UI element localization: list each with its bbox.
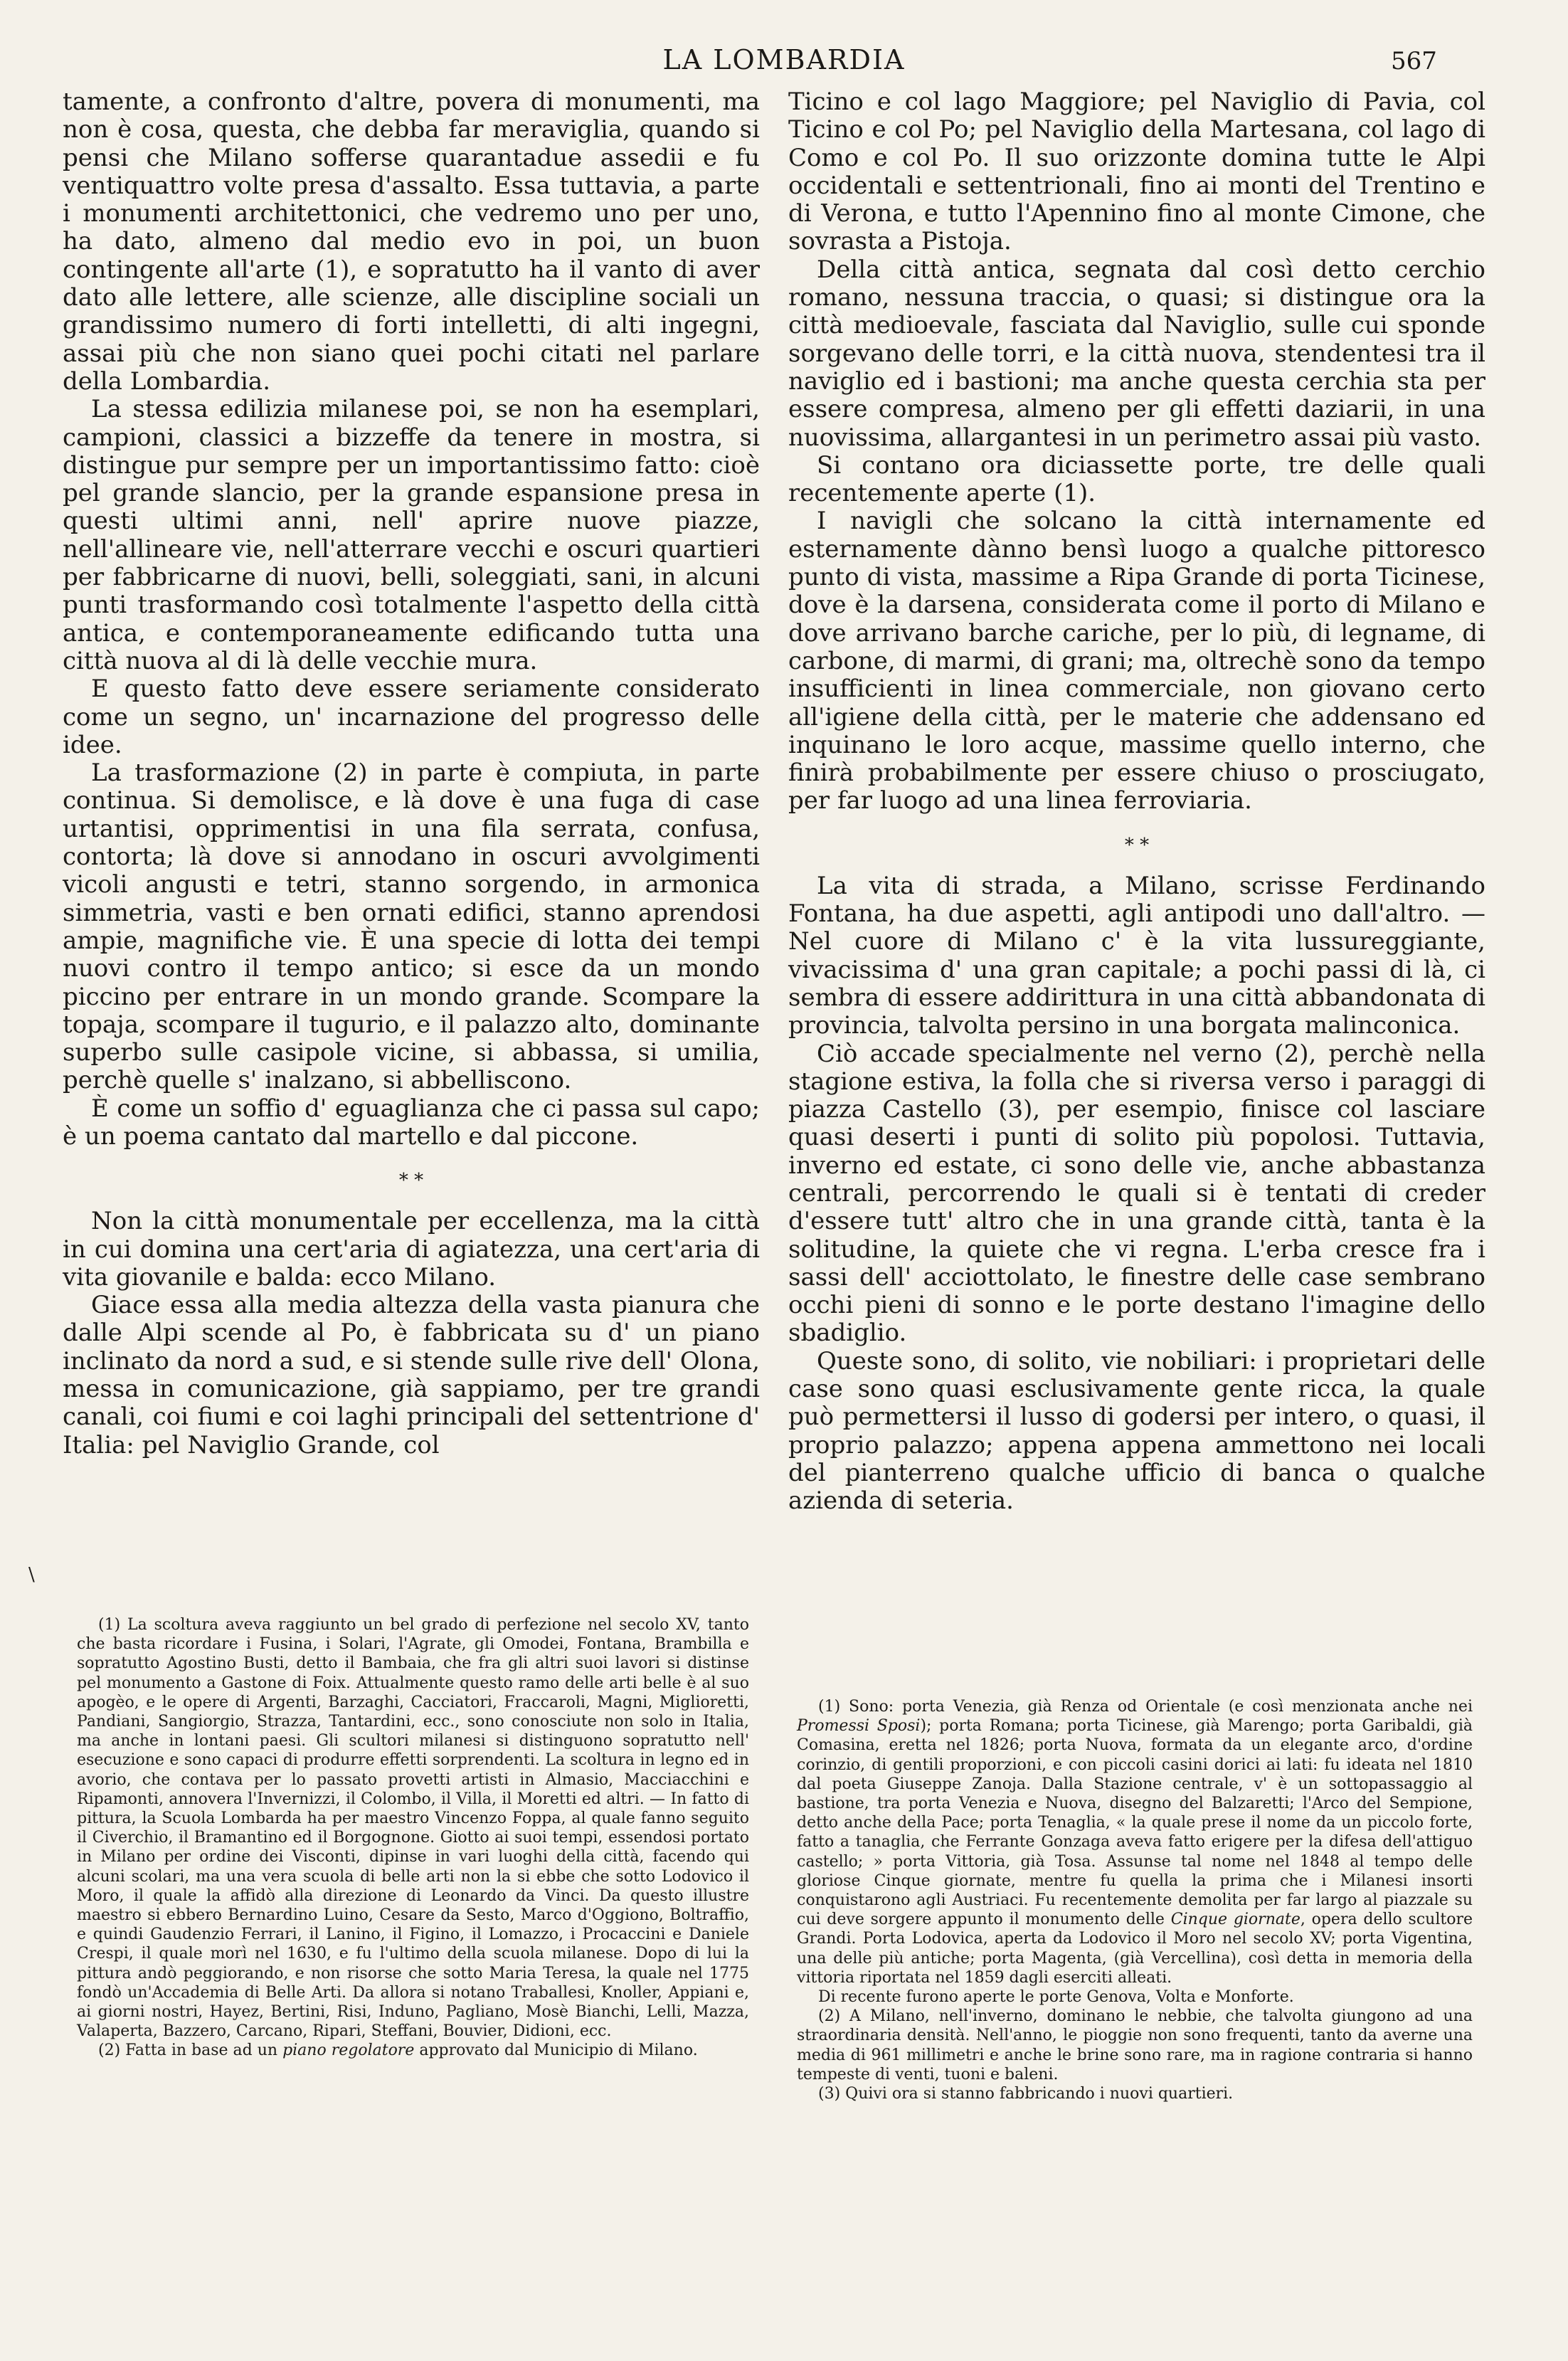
paragraph: La stessa edilizia milanese poi, se non ha esemplari, campioni, classici a bizzeffe da tenere in mostra, si distingue pur sempre per un importantissimo fatto: cioè pel grande slancio, per la grande espansione presa in questi ultimi anni, nell' aprire nuove piazze, nell'allineare vie, nell'atterrare vecchi e oscuri quartieri per fabbricarne di nuovi, belli, soleggiati, sani, in alcuni punti trasformando così totalmente l'aspetto della città antica, e contemporaneamente edificando tutta una città nuova al di là delle vecchie mura.: [63, 395, 760, 675]
paragraph: I navigli che solcano la città internamente ed esternamente dànno bensì luogo a qualche pittoresco punto di vista, massime a Ripa Grande di porta Ticinese, dove è la darsena, considerata come il porto di Milano e dove arrivano barche cariche, per lo più, di legname, di carbone, di marmi, di grani; ma, oltrechè sono da tempo insufficienti in linea commerciale, non giovano certo all'igiene della città, per le materie che addensano ed inquinano le loro acque, massime quello interno, che finirà probabilmente per essere chiuso o prosciugato, per far luogo ad una linea ferroviaria.: [788, 507, 1485, 815]
left-column: [63, 88, 760, 1459]
running-header-title: LA LOMBARDIA: [662, 44, 906, 75]
paragraph: E questo fatto deve essere seriamente considerato come un segno, un' incarnazione del progresso delle idee.: [63, 675, 760, 759]
paragraph: Ticino e col lago Maggiore; pel Naviglio di Pavia, col Ticino e col Po; pel Naviglio della Martesana, col lago di Como e col Po. Il suo orizzonte domina tutte le Alpi occidentali e settentrionali, fino ai monti del Trentino e di Verona, e tutto l'Apennino fino al monte Cimone, che sovrasta a Pistoja.: [788, 88, 1485, 256]
footnote: [797, 1697, 1473, 1987]
footnote-italic: piano regolatore: [282, 2042, 415, 2060]
footnote-text: (1) Sono: porta Venezia, già Renza od Orientale (e così menzionata anche nei: [818, 1698, 1473, 1716]
footnote: Di recente furono aperte le porte Genova, Volta e Monforte.: [818, 1988, 1294, 2007]
paragraph: Si contano ora diciassette porte, tre delle quali recentemente aperte (1).: [788, 450, 1485, 508]
footnote: (1) La scoltura aveva raggiunto un bel grado di perfezione nel secolo XV, tanto che basta ricordare i Fusina, i Solari, l'Agrate, gli Omodei, Fontana, Brambilla e sopratutto Agostino Busti, detto il Bambaia, che fra gli altri suoi lavori si distinse pel monumento a Gastone di Foix. Attualmente questo ramo delle arti belle è al suo apogèo, e le opere di Argenti, Barzaghi, Cacciatori, Fraccaroli, Magni, Miglioretti, Pandiani, Sangiorgio, Strazza, Tantardini, ecc., sono conosciute non solo in Italia, ma anche in lontani paesi. Gli scultori milanesi si distinguono sopratutto nell' esecuzione e sono capaci di produrre effetti sorprendenti. La scoltura in legno ed in avorio, che contava per lo passato provetti artisti in Almasio, Macciacchini e Ripamonti, annovera l'Invernizzi, il Colombo, il Villa, il Moretti ed altri. — In fatto di pittura, la Scuola Lombarda ha per maestro Vincenzo Foppa, al quale fanno seguito il Civerchio, il Bramantino ed il Borgognone. Giotto ai suoi tempi, essendosi portato in Milano per ordine dei Visconti, dipinse in vari luoghi della città, facendo qui alcuni scolari, ma una vera scuola di belle arti non la si ebbe che sotto Lodovico il Moro, il quale la affidò alla direzione di Leonardo da Vinci. Da questo illustre maestro si ebbero Bernardino Luino, Cesare da Sesto, Marco d'Oggiono, Boltraffio, e quindi Gaudenzio Ferrari, il Lanino, il Figino, il Lomazzo, i Procaccini e Daniele Crespi, il quale morì nel 1630, e fu l'ultimo della scuola milanese. Dopo di lui la pittura andò peggiorando, e non risorse che sotto Maria Teresa, la quale nel 1775 fondò un'Accademia di Belle Arti. Da allora si notano Traballesi, Knoller, Appiani e, ai giorni nostri, Hayez, Bertini, Risi, Induno, Pagliano, Mosè Bianchi, Lelli, Mazza, Valaperta, Bazzero, Carcano, Ripari, Steffani, Bouvier, Didioni, ecc.: [77, 1616, 749, 2041]
paragraph: Queste sono, di solito, vie nobiliari: i proprietari delle case sono quasi esclusivamente gente ricca, la quale può permettersi il lusso di godersi per intero, o quasi, il proprio palazzo; appena appena ammettono nei locali del pianterreno qualche ufficio di banca o qualche azienda di seteria.: [788, 1346, 1485, 1516]
footnote-text: , opera dello scultore Grandi. Porta Lodovica, aperta da Lodovico il Moro nel secolo XV; porta Vigentina, una delle più antiche; porta Magenta, (già Vercellina), così detta in memoria della vittoria riportata nel 1859 dagli eserciti alleati.: [797, 1911, 1473, 1987]
footnote: (2) A Milano, nell'inverno, dominano le nebbie, che talvolta giungono ad una straordinaria densità. Nell'anno, le pioggie non sono frequenti, tanto da averne una media di 961 millimetri e anche le brine sono rare, ma in ragione contraria si hanno tempeste di venti, tuoni e baleni.: [797, 2007, 1473, 2083]
footnote: [77, 2041, 749, 2060]
footnote-text: ); porta Romana; porta Ticinese, già Marengo; porta Garibaldi, già Comasina, eretta nel 1826; porta Nuova, formata da un elegante arco, d'ordine corinzio, di gentili proporzioni, e con piccoli casini dorici ai lati: fu ideata nel 1810 dal poeta Giuseppe Zanoja. Dalla Stazione centrale, v' è un sottopassaggio al bastione, tra porta Venezia e Nuova, disegno del Balzaretti; l'Arco del Sempione, detto anche della Pace; porta Tenaglia, « la quale prese il nome da un piccolo forte, fatto a tanaglia, che Ferrante Gonzaga aveva fatto erigere per la difesa dell'attiguo castello; » porta Vittoria, già Tosa. Assunse tal nome nel 1848 al tempo delle gloriose Cinque giornate, mentre fu quella la prima che i Milanesi insorti conquistarono agli Austriaci. Fu recentemente demolita per far largo al piazzale su cui deve sorgere appunto il monumento delle: [797, 1717, 1473, 1929]
paragraph: Giace essa alla media altezza della vasta pianura che dalle Alpi scende al Po, è fabbricata su d' un piano inclinato da nord a sud, e si stende sulle rive dell' Olona, messa in comunicazione, già sappiamo, per tre grandi canali, coi fiumi e coi laghi principali del settentrione d' Italia: pel Naviglio Grande, col: [63, 1291, 760, 1459]
paragraph: È come un soffio d' eguaglianza che ci passa sul capo; è un poema cantato dal martello e dal piccone.: [63, 1094, 760, 1151]
paragraph: tamente, a confronto d'altre, povera di monumenti, ma non è cosa, questa, che debba far meraviglia, quando si pensi che Milano sofferse quarantadue assedii e fu ventiquattro volte presa d'assalto. Essa tuttavia, a parte i monumenti architettonici, che vedremo uno per uno, ha dato, almeno dal medio evo in poi, un buon contingente all'arte (1), e sopratutto ha il vanto di aver dato alle lettere, alle scienze, alle discipline sociali un grandissimo numero di forti intelletti, di alti ingegni, assai più che non siano quei pochi citati nel parlare della Lombardia.: [63, 88, 760, 396]
paragraph: La trasformazione (2) in parte è compiuta, in parte continua. Si demolisce, e là dove è una fuga di case urtantisi, opprimentisi in una fila serrata, confusa, contorta; là dove si annodano in oscuri avvolgimenti vicoli angusti e tetri, stanno sorgendo, in armonica simmetria, vasti e ben ornati edifici, stanno aprendosi ampie, magnifiche vie. È una specie di lotta dei tempi nuovi contro il tempo antico; si esce da un mondo piccino per entrare in un mondo grande. Scompare la topaja, scompare il tugurio, e il palazzo alto, dominante superbo sulle casipole vicine, si abbassa, si umilia, perchè quelle s' inalzano, si abbelliscono.: [63, 759, 760, 1095]
footnote-text: (2) Fatta in base ad un: [98, 2042, 283, 2060]
page-number: 567: [1391, 47, 1437, 75]
paragraph: Della città antica, segnata dal così detto cerchio romano, nessuna traccia, o quasi; si distingue ora la città medioevale, fasciata dal Naviglio, sulle cui sponde sorgevano delle torri, e la città nuova, stendentesi tra il naviglio ed i bastioni; ma anche questa cerchia sta per essere compresa, almeno per gli effetti daziarii, in una nuovissima, allargantesi in un perimetro assai più vasto.: [788, 255, 1485, 452]
footnote-text: approvato dal Municipio di Milano.: [414, 2042, 698, 2060]
footnotes-right: [797, 1697, 1473, 2103]
footnotes-left: [77, 1615, 749, 2061]
right-column: [788, 88, 1485, 1516]
footnote-italic: Promessi Sposi: [797, 1717, 921, 1736]
paragraph: Ciò accade specialmente nel verno (2), perchè nella stagione estiva, la folla che si riversa verso i paraggi di piazza Castello (3), per esempio, finisce col lasciare quasi deserti i punti di solito più popolosi. Tuttavia, inverno ed estate, ci sono delle vie, anche abbastanza centrali, percorrendo le quali si è tentati di creder d'essere tutt' altro che in una grande città, tanta è la solitudine, la quiete che vi regna. L'erba cresce fra i sassi dell' acciottolato, le finestre delle case sembrano occhi pieni di sonno e le porte destano l'imagine dello sbadiglio.: [788, 1039, 1485, 1348]
paragraph: La vita di strada, a Milano, scrisse Ferdinando Fontana, ha due aspetti, agli antipodi uno dall'altro. — Nel cuore di Milano c' è la vita lussureggiante, vivacissima d' una gran capitale; a pochi passi di là, ci sembra di essere addirittura in una città abbandonata di provincia, talvolta persino in una borgata malinconica.: [788, 871, 1485, 1040]
section-asterism: * *: [1124, 834, 1150, 856]
paragraph: Non la città monumentale per eccellenza, ma la città in cui domina una cert'aria di agiatezza, una cert'aria di vita giovanile e balda: ecco Milano.: [63, 1207, 760, 1292]
section-asterism: * *: [398, 1170, 424, 1192]
footnote-italic: Cinque giornate: [1170, 1911, 1301, 1929]
margin-mark: \: [28, 1564, 35, 1585]
footnote: (3) Quivi ora si stanno fabbricando i nuovi quartieri.: [818, 2085, 1234, 2103]
